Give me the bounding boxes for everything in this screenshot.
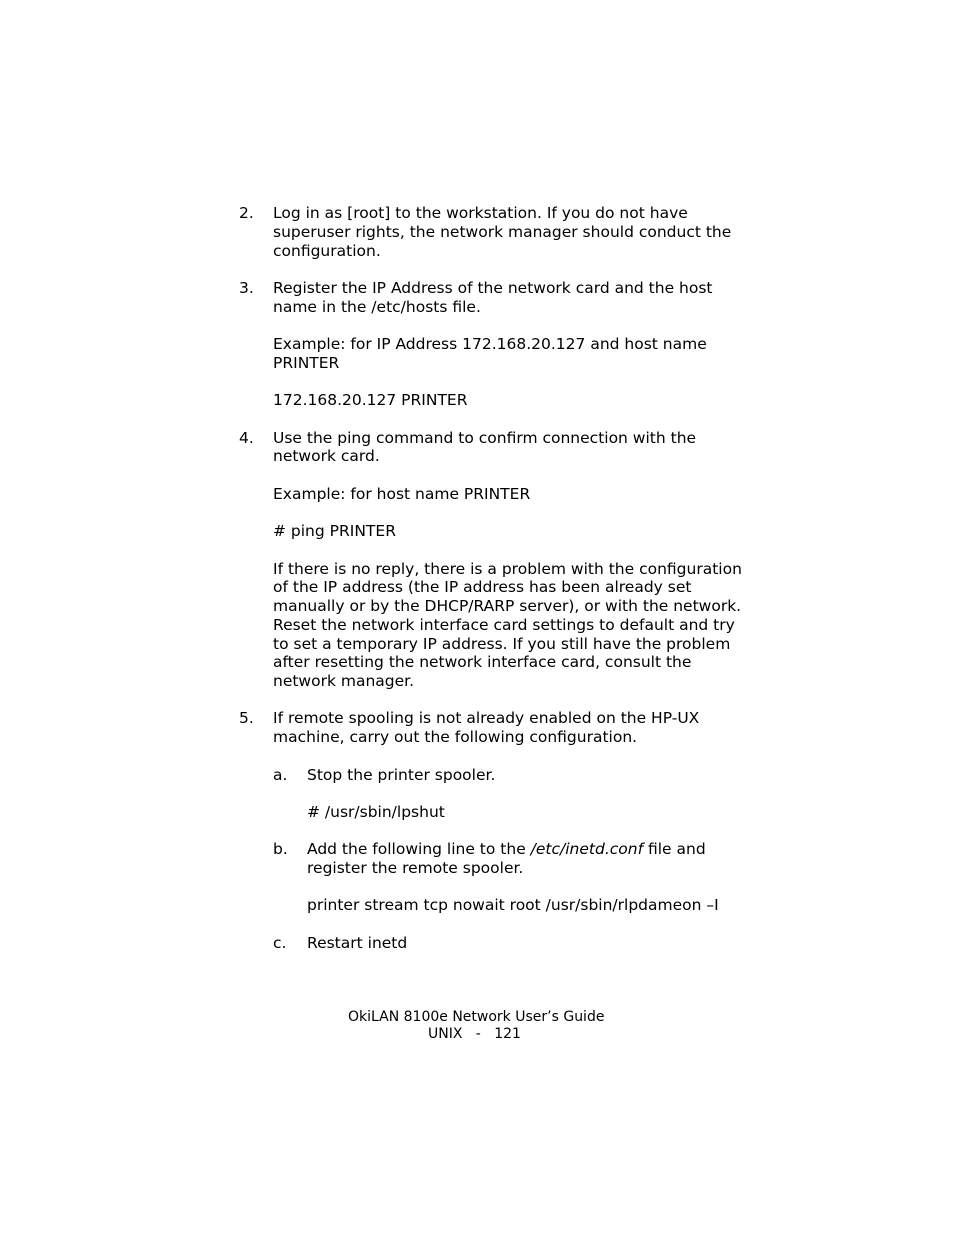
code-line: printer stream tcp nowait root /usr/sbin/rlpdameon –I <box>307 896 719 914</box>
substep-letter: b. <box>273 840 288 858</box>
note-line: Reset the network interface card settings to default and try <box>273 616 735 634</box>
substep-text <box>307 840 706 859</box>
example-line: Example: for IP Address 172.168.20.127 and host name <box>273 335 707 353</box>
substep-letter: c. <box>273 934 287 952</box>
example-line: Example: for host name PRINTER <box>273 485 531 503</box>
code-line: # ping PRINTER <box>273 522 396 540</box>
step-text-line: superuser rights, the network manager should conduct the <box>273 223 732 241</box>
step-text-line: name in the /etc/hosts file. <box>273 298 481 316</box>
note-line: to set a temporary IP address. If you still have the problem <box>273 635 731 653</box>
note-line: after resetting the network interface card, consult the <box>273 653 692 671</box>
substep-text: register the remote spooler. <box>307 859 524 877</box>
footer-page-number: UNIX - 121 <box>428 1026 521 1042</box>
step-text-line: Use the ping command to confirm connection with the <box>273 429 697 447</box>
step-number: 2. <box>239 204 254 222</box>
step-text-line: If remote spooling is not already enabled on the HP-UX <box>273 709 700 727</box>
note-line: of the IP address (the IP address has been already set <box>273 578 692 596</box>
step-text-line: configuration. <box>273 242 381 260</box>
step-text-line: network card. <box>273 447 380 465</box>
step-number: 3. <box>239 279 254 297</box>
substep-text: Restart inetd <box>307 934 408 952</box>
step-number: 4. <box>239 429 254 447</box>
note-line: If there is no reply, there is a problem with the configuration <box>273 560 742 578</box>
note-line: network manager. <box>273 672 415 690</box>
code-line: # /usr/sbin/lpshut <box>307 803 445 821</box>
step-text-line: machine, carry out the following configuration. <box>273 728 638 746</box>
substep-letter: a. <box>273 766 288 784</box>
code-line: 172.168.20.127 PRINTER <box>273 391 468 409</box>
example-line: PRINTER <box>273 354 340 372</box>
step-number: 5. <box>239 709 254 727</box>
footer-title: OkiLAN 8100e Network User’s Guide <box>348 1009 605 1025</box>
step-text-line: Log in as [root] to the workstation. If you do not have <box>273 204 688 222</box>
note-line: manually or by the DHCP/RARP server), or with the network. <box>273 597 742 615</box>
substep-text: Stop the printer spooler. <box>307 766 496 784</box>
substep-text-start: Add the following line to the <box>307 840 531 858</box>
inetd-conf-filename: /etc/inetd.conf <box>530 840 644 858</box>
substep-text-end: file and <box>643 840 706 858</box>
step-text-line: Register the IP Address of the network card and the host <box>273 279 713 297</box>
